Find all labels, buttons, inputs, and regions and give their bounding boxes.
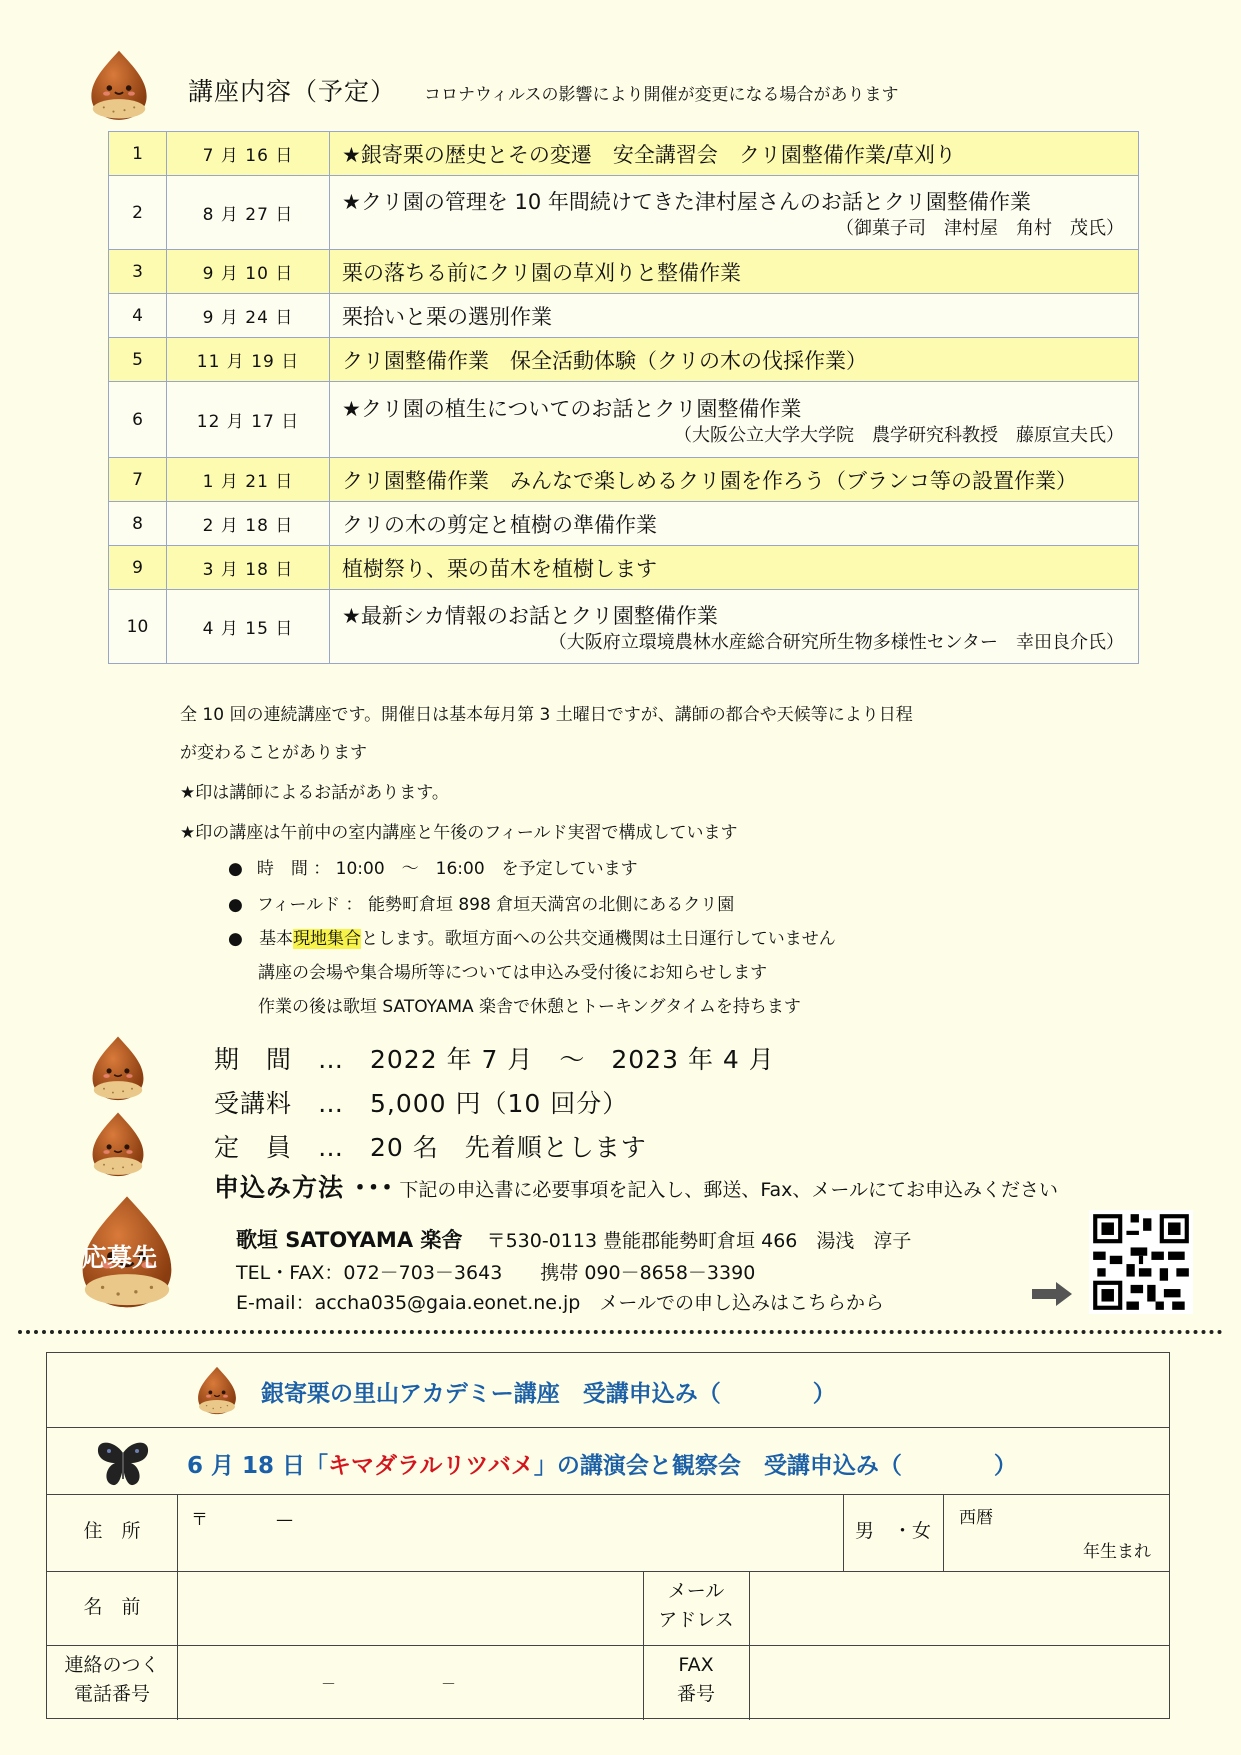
row-date: 11 月 19 日 — [167, 338, 330, 382]
row-lecturer: （御菓子司 津村屋 角村 茂氏） — [836, 217, 1124, 239]
postal-mark: 〒 — — [191, 1510, 293, 1530]
form-title-lecture — [187, 1447, 1017, 1480]
org-address: 〒530-0113 豊能郡能勢町倉垣 466 湯浅 淳子 — [486, 1230, 912, 1252]
row-description-text: ★最新シカ情報のお話とクリ園整備作業 — [342, 603, 718, 628]
chestnut-icon — [193, 1365, 241, 1417]
contact-tel: TEL・FAX：072－703－3643 携帯 090－8658－3390 — [236, 1262, 756, 1284]
contact-email: E-mail：accha035@gaia.eonet.ne.jp メールでの申し込みはこちらから — [236, 1292, 884, 1314]
row-date: 1 月 21 日 — [167, 458, 330, 502]
info-field: ● フィールド ： 能勢町倉垣 898 倉垣天満宮の北側にあるクリ園 — [228, 890, 734, 915]
application-form — [46, 1352, 1170, 1719]
row-description-text: ★銀寄栗の歴史とその変遷 安全講習会 クリ園整備作業/草刈り — [342, 142, 956, 167]
row-description — [330, 294, 1139, 338]
row-description — [330, 382, 1139, 458]
table-row — [109, 250, 1139, 294]
chestnut-icon — [84, 48, 154, 124]
table-row — [109, 294, 1139, 338]
info-paragraph-2: ★印は講師によるお話があります。 — [180, 783, 449, 803]
phone-label — [47, 1651, 177, 1708]
row-number: 8 — [109, 502, 167, 546]
butterfly-icon — [95, 1439, 151, 1489]
info-time: ● 時 間 ： 10:00 ～ 16:00 を予定しています — [228, 854, 638, 879]
row-number: 9 — [109, 546, 167, 590]
address-label: 住 所 — [83, 1520, 141, 1542]
row-date: 4 月 15 日 — [167, 590, 330, 664]
row-date: 12 月 17 日 — [167, 382, 330, 458]
contact-line-1 — [236, 1224, 911, 1254]
row-description — [330, 590, 1139, 664]
info-meeting-line3: 作業の後は歌垣 SATOYAMA 楽舎で休憩とトーキングタイムを持ちます — [258, 997, 801, 1017]
info-meeting — [228, 924, 836, 949]
row-description-text: クリ園整備作業 みんなで楽しめるクリ園を作ろう（ブランコ等の設置作業） — [342, 468, 1077, 493]
info-paragraph-1a: 全 10 回の連続講座です。開催日は基本毎月第 3 土曜日ですが、講師の都合や天候等により日程 — [180, 705, 913, 725]
name-label: 名 前 — [83, 1596, 141, 1618]
mail-label-line1: メール — [667, 1580, 725, 1602]
table-row — [109, 176, 1139, 250]
row-number: 10 — [109, 590, 167, 664]
email-field[interactable] — [749, 1571, 1171, 1645]
application-method — [214, 1168, 1058, 1204]
meeting-prefix: 基本 — [259, 929, 294, 949]
row-number: 1 — [109, 132, 167, 176]
row-description — [330, 502, 1139, 546]
row-description — [330, 250, 1139, 294]
phone-dashes: － － — [321, 1675, 457, 1693]
lecture-title-butterfly: キマダラルリツバメ — [328, 1453, 534, 1479]
row-description-text: 栗の落ちる前にクリ園の草刈りと整備作業 — [342, 260, 741, 285]
cut-line — [18, 1330, 1223, 1334]
row-number: 6 — [109, 382, 167, 458]
row-description — [330, 338, 1139, 382]
table-row — [109, 382, 1139, 458]
row-description-text: ★クリ園の管理を 10 年間続けてきた津村屋さんのお話とクリ園整備作業 — [342, 189, 1031, 214]
lecture-title-suffix: 」の講演会と観察会 受講申込み（ ） — [533, 1453, 1017, 1479]
phone-label-line2: 電話番号 — [73, 1682, 150, 1705]
address-field[interactable] — [177, 1494, 843, 1571]
fax-field[interactable] — [749, 1645, 1171, 1720]
org-name: 歌垣 SATOYAMA 楽舎 — [236, 1228, 463, 1252]
table-row — [109, 132, 1139, 176]
method-text: 下記の申込書に必要事項を記入し、郵送、Fax、メールにてお申込みください — [399, 1179, 1059, 1201]
row-description — [330, 132, 1139, 176]
period: 期 間 … 2022 年 7 月 ～ 2023 年 4 月 — [214, 1045, 775, 1074]
heading-title: 講座内容（予定） — [188, 77, 397, 106]
phone-label-line1: 連絡のつく — [64, 1654, 160, 1676]
method-label: 申込み方法 ･･･ — [214, 1173, 395, 1202]
phone-field[interactable] — [177, 1645, 643, 1720]
info-paragraph-3: ★印の講座は午前中の室内講座と午後のフィールド実習で構成しています — [180, 823, 738, 843]
capacity: 定 員 … 20 名 先着順とします — [214, 1133, 647, 1162]
row-date: 9 月 10 日 — [167, 250, 330, 294]
fax-label — [643, 1651, 749, 1708]
row-description — [330, 176, 1139, 250]
row-description-text: 栗拾いと栗の選別作業 — [342, 304, 552, 329]
table-row — [109, 546, 1139, 590]
row-number: 2 — [109, 176, 167, 250]
row-date: 2 月 18 日 — [167, 502, 330, 546]
chestnut-icon — [86, 1110, 150, 1180]
form-title-academy: 銀寄栗の里山アカデミー講座 受講申込み（ ） — [261, 1381, 836, 1407]
info-meeting-line2: 講座の会場や集合場所等については申込み受付後にお知らせします — [258, 963, 768, 983]
meeting-highlight: 現地集合 — [293, 929, 362, 949]
schedule-table — [108, 131, 1139, 664]
badge-label: 応募先 — [82, 1243, 158, 1272]
row-number: 4 — [109, 294, 167, 338]
table-row — [109, 458, 1139, 502]
row-description — [330, 458, 1139, 502]
table-row — [109, 338, 1139, 382]
fee: 受講料 … 5,000 円（10 回分） — [214, 1089, 629, 1118]
section-heading — [188, 72, 898, 108]
born-label: 年生まれ — [1083, 1542, 1151, 1562]
row-date: 8 月 27 日 — [167, 176, 330, 250]
row-lecturer: （大阪公立大学大学院 農学研究科教授 藤原宣夫氏） — [674, 424, 1124, 446]
table-row — [109, 502, 1139, 546]
row-description-text: ★クリ園の植生についてのお話とクリ園整備作業 — [342, 396, 802, 421]
row-lecturer: （大阪府立環境農林水産総合研究所生物多様性センター 幸田良介氏） — [548, 631, 1124, 653]
table-row — [109, 590, 1139, 664]
row-number: 3 — [109, 250, 167, 294]
fax-label-line2: 番号 — [676, 1682, 715, 1705]
lecture-title-prefix: 6 月 18 日「 — [187, 1453, 329, 1479]
arrow-right-icon — [1030, 1280, 1074, 1308]
mail-label-line2: アドレス — [658, 1608, 734, 1631]
bullet-icon: ● — [228, 929, 243, 949]
row-description-text: クリ園整備作業 保全活動体験（クリの木の伐採作業） — [342, 348, 867, 373]
meeting-suffix: とします。歌垣方面への公共交通機関は土日運行していません — [361, 929, 836, 949]
name-field[interactable] — [177, 1571, 643, 1645]
chestnut-icon — [86, 1034, 150, 1104]
row-description-text: 植樹祭り、栗の苗木を植樹します — [342, 556, 657, 581]
era-label: 西暦 — [959, 1508, 993, 1528]
qr-code-icon[interactable] — [1086, 1210, 1196, 1314]
row-description-text: クリの木の剪定と植樹の準備作業 — [342, 512, 657, 537]
gender-field[interactable]: 男 ・女 — [854, 1520, 931, 1542]
row-description — [330, 546, 1139, 590]
row-date: 7 月 16 日 — [167, 132, 330, 176]
mail-label — [643, 1577, 749, 1634]
heading-note: コロナウィルスの影響により開催が変更になる場合があります — [424, 85, 899, 105]
row-date: 3 月 18 日 — [167, 546, 330, 590]
row-number: 7 — [109, 458, 167, 502]
birth-year-field[interactable] — [943, 1494, 1171, 1571]
row-number: 5 — [109, 338, 167, 382]
info-paragraph-1b: が変わることがあります — [180, 743, 367, 763]
fax-label-line1: FAX — [678, 1654, 714, 1676]
row-date: 9 月 24 日 — [167, 294, 330, 338]
